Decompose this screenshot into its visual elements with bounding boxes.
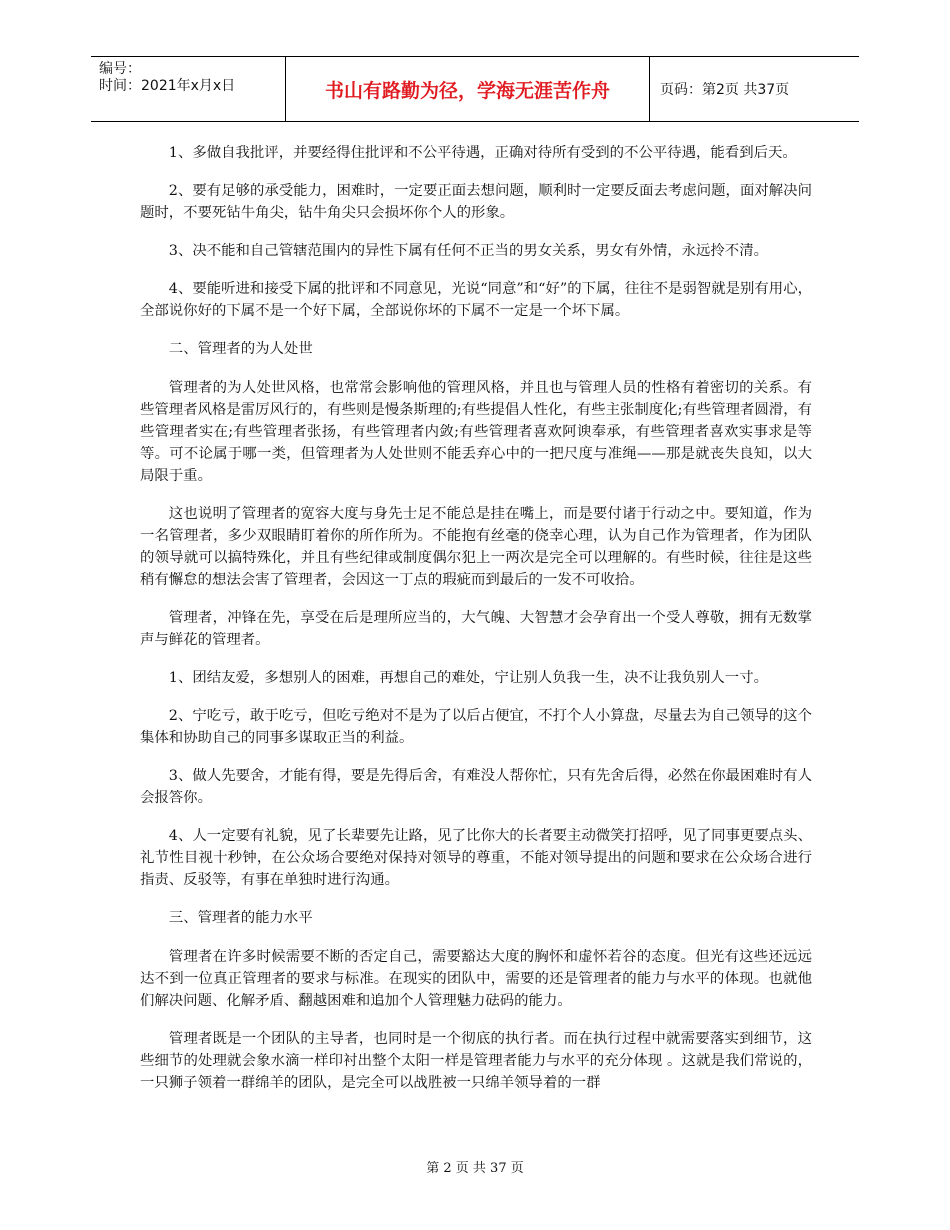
page-footer: 第 2 页 共 37 页 (426, 1161, 524, 1176)
paragraph: 2、要有足够的承受能力，困难时，一定要正面去想问题，顺利时一定要反面去考虑问题，面对解决问题时，不要死钻牛角尖，钻牛角尖只会损坏你个人的形象。 (140, 183, 812, 221)
section-heading: 二、管理者的为人处世 (168, 341, 313, 357)
paragraph: 1、团结友爱，多想别人的困难，再想自己的难处，宁让别人负我一生，决不让我负别人一寸。 (168, 670, 768, 686)
page-header (91, 56, 859, 122)
paragraph: 这也说明了管理者的宽容大度与身先士足不能总是挂在嘴上，而是要付诸于行动之中。要知道，作为一名管理者，多少双眼睛盯着你的所作所为。不能抱有丝毫的侥幸心理，认为自己作为管理者，作为团队的领导就可以搞特殊化，并且有些纪律或制度偶尔犯上一两次是完全可以理解的。有些时候，往往是这些稍有懈怠的想法会害了管理者，会因这一丁点的瑕疵而到最后的一发不可收拾。 (140, 506, 812, 588)
header-meta (91, 57, 286, 121)
paragraph: 管理者的为人处世风格，也常常会影响他的管理风格，并且也与管理人员的性格有着密切的关系。有些管理者风格是雷厉风行的，有些则是慢条斯理的;有些提倡人性化，有些主张制度化;有些管理者圆滑，有些管理者实在;有些管理者张扬，有些管理者内敛;有些管理者喜欢阿谀奉承，有些管理者喜欢实事求是等等。可不论属于哪一类，但管理者为人处世则不能丢弃心中的一把尺度与准绳——那是就丧失良知，以大局限于重。 (140, 380, 812, 484)
paragraph: 3、做人先要舍，才能有得，要是先得后舍，有难没人帮你忙，只有先舍后得，必然在你最困难时有人会报答你。 (140, 768, 812, 806)
paragraph: 管理者既是一个团队的主导者，也同时是一个彻底的执行者。而在执行过程中就需要落实到细节，这些细节的处理就会象水滴一样印衬出整个太阳一样是管理者能力与水平的充分体现 。这就是我们常说的，一只狮子领着一群绵羊的团队，是完全可以战胜被一只绵羊领导着的一群 (140, 1031, 812, 1091)
paragraph: 管理者在许多时候需要不断的否定自己，需要豁达大度的胸怀和虚怀若谷的态度。但光有这些还远远达不到一位真正管理者的要求与标准。在现实的团队中，需要的还是管理者的能力与水平的体现。也就他们解决问题、化解矛盾、翻越困难和追加个人管理魅力砝码的能力。 (140, 949, 812, 1009)
header-page-label: 页码：第2页 共37页 (660, 82, 790, 98)
time-label: 时间：2021年x月x日 (99, 78, 236, 94)
paragraph: 4、要能听进和接受下属的批评和不同意见，光说“同意”和“好”的下属，往往不是弱智就是别有用心，全部说你好的下属不是一个好下属，全部说你坏的下属不一定是一个坏下属。 (140, 281, 812, 319)
paragraph: 3、决不能和自己管辖范围内的异性下属有任何不正当的男女关系，男女有外情，永远拎不清。 (168, 243, 768, 259)
paragraph: 管理者，冲锋在先，享受在后是理所应当的，大气魄、大智慧才会孕育出一个受人尊敬，拥有无数掌声与鲜花的管理者。 (140, 610, 812, 648)
paragraph: 1、多做自我批评，并要经得住批评和不公平待遇，正确对待所有受到的不公平待遇，能看到后天。 (168, 145, 797, 161)
header-motto: 书山有路勤为径，学海无涯苦作舟 (286, 57, 650, 121)
document-body (140, 142, 812, 1110)
paragraph: 2、宁吃亏，敢于吃亏，但吃亏绝对不是为了以后占便宜，不打个人小算盘，尽量去为自己领导的这个集体和协助自己的同事多谋取正当的利益。 (140, 708, 812, 746)
number-label: 编号： (99, 61, 141, 77)
section-heading: 三、管理者的能力水平 (168, 910, 313, 926)
paragraph: 4、人一定要有礼貌，见了长辈要先让路，见了比你大的长者要主动微笑打招呼，见了同事更要点头、礼节性目视十秒钟，在公众场合要绝对保持对领导的尊重，不能对领导提出的问题和要求在公众场合进行指责、反驳等，有事在单独时进行沟通。 (140, 828, 812, 888)
